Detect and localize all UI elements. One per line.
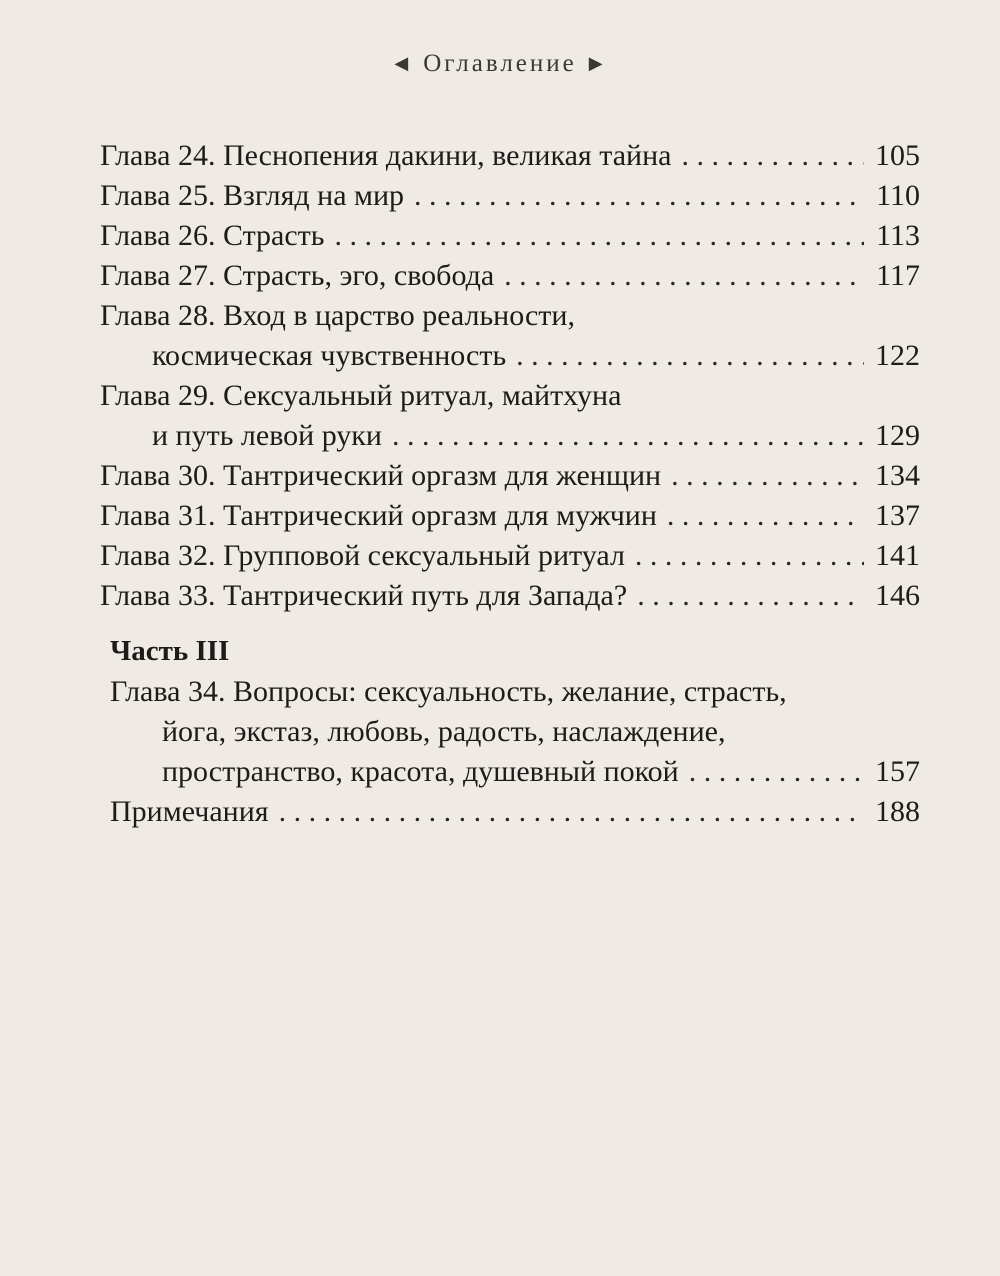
toc-page-number: 141 (875, 539, 920, 572)
toc-entry (100, 176, 920, 216)
toc-page-number: 134 (875, 459, 920, 492)
toc-entry-title-continued: и путь левой руки (152, 419, 382, 452)
toc-entry-title: Глава 25. Взгляд на мир (100, 179, 405, 212)
toc-entry-title: Глава 31. Тантрический оргазм для мужчин (100, 499, 657, 532)
toc-entry (100, 216, 920, 256)
toc-page-number: 105 (875, 139, 920, 172)
dot-leader (504, 256, 864, 296)
running-header (0, 50, 1000, 78)
notes-label: Примечания (110, 795, 269, 828)
toc-entry-title: Глава 33. Тантрический путь для Запада? (100, 579, 628, 612)
toc-entry-notes (100, 792, 920, 832)
toc-entry-title-continued: пространство, красота, душевный покой (162, 755, 679, 788)
toc-entry (100, 536, 920, 576)
right-triangle-icon: ▶ (588, 53, 606, 73)
toc-page-number: 146 (875, 579, 920, 612)
toc-page-number: 188 (875, 795, 920, 828)
toc-page-number: 110 (876, 179, 920, 212)
toc-entry-title: Глава 28. Вход в царство реальности, (100, 299, 575, 332)
dot-leader (671, 456, 864, 496)
dot-leader (414, 176, 864, 216)
toc-page-number: 117 (876, 259, 920, 292)
toc-entry-title: Глава 32. Групповой сексуальный ритуал (100, 539, 625, 572)
toc-entry (100, 136, 920, 176)
toc-entry (100, 296, 920, 376)
toc-page-number: 137 (875, 499, 920, 532)
toc-entry (100, 672, 920, 792)
toc-entry-title: Глава 26. Страсть (100, 219, 325, 252)
dot-leader (334, 216, 864, 256)
left-triangle-icon: ◀ (394, 53, 412, 73)
toc-entry-title-continued: космическая чувственность (152, 339, 507, 372)
toc-page-number: 122 (875, 339, 920, 372)
toc-entry-title: Глава 24. Песнопения дакини, великая тайна (100, 139, 672, 172)
toc-entry (100, 376, 920, 456)
toc-entry-title: Глава 34. Вопросы: сексуальность, желание, страсть, (110, 675, 787, 708)
toc-entry (100, 496, 920, 536)
dot-leader (637, 576, 864, 616)
toc-page-number: 157 (875, 755, 920, 788)
toc-entry-title: Глава 29. Сексуальный ритуал, майтхуна (100, 379, 622, 412)
dot-leader (667, 496, 864, 536)
toc-entry (100, 576, 920, 616)
dot-leader (516, 336, 864, 376)
dot-leader (689, 752, 864, 792)
table-of-contents (100, 136, 920, 832)
dot-leader (392, 416, 864, 456)
toc-page-number: 113 (876, 219, 920, 252)
part-heading: Часть III (110, 635, 230, 667)
toc-entry-title-continued: йога, экстаз, любовь, радость, наслаждение, (162, 715, 726, 748)
toc-entry-title: Глава 30. Тантрический оргазм для женщин (100, 459, 662, 492)
toc-entry (100, 456, 920, 496)
dot-leader (681, 136, 864, 176)
toc-entry (100, 256, 920, 296)
header-title: Оглавление (423, 50, 577, 77)
toc-page-number: 129 (875, 419, 920, 452)
dot-leader (635, 536, 864, 576)
dot-leader (279, 792, 864, 832)
toc-entry-title: Глава 27. Страсть, эго, свобода (100, 259, 495, 292)
